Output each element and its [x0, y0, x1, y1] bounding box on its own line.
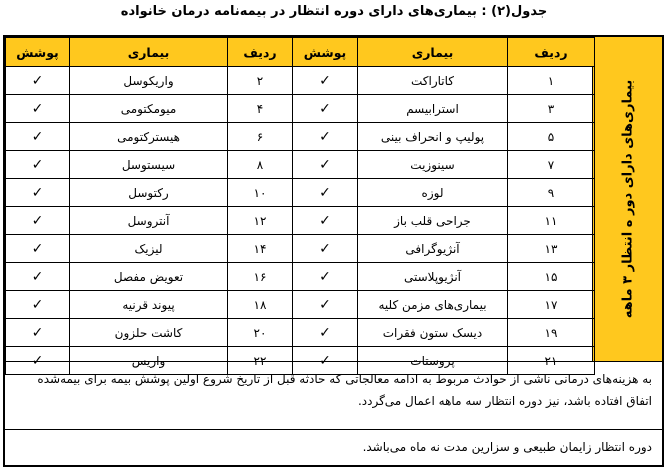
disease-name: سیستوسل: [70, 151, 228, 179]
row-number: ۱: [508, 67, 595, 95]
disease-name: کاتاراکت: [358, 67, 508, 95]
row-number: ۶: [228, 123, 293, 151]
disease-name: لیزیک: [70, 235, 228, 263]
row-number: ۲: [228, 67, 293, 95]
divider: [5, 419, 662, 429]
disease-name: بیماری‌های مزمن کلیه: [358, 291, 508, 319]
check-mark: ✓: [6, 347, 70, 375]
check-mark: ✓: [293, 319, 358, 347]
check-mark: ✓: [6, 123, 70, 151]
table-row: [6, 179, 595, 207]
disease-name: پولیپ و انحراف بینی: [358, 123, 508, 151]
header-disease-left: بیماری: [70, 38, 228, 67]
check-mark: ✓: [6, 67, 70, 95]
check-mark: ✓: [293, 263, 358, 291]
grid-body: [6, 67, 595, 375]
row-number: ۲۲: [228, 347, 293, 375]
disease-grid: [5, 37, 595, 375]
table-row: [6, 319, 595, 347]
check-mark: ✓: [293, 123, 358, 151]
row-number: ۹: [508, 179, 595, 207]
check-mark: ✓: [6, 263, 70, 291]
row-number: ۱۷: [508, 291, 595, 319]
disease-name: جراحی قلب باز: [358, 207, 508, 235]
disease-name: تعویض مفصل: [70, 263, 228, 291]
header-coverage-left: پوشش: [6, 38, 70, 67]
check-mark: ✓: [6, 207, 70, 235]
disease-name: آنژیوگرافی: [358, 235, 508, 263]
row-number: ۱۸: [228, 291, 293, 319]
check-mark: ✓: [6, 235, 70, 263]
side-label: بیماری‌های دارای دور ه انتظار ۳ ماهه: [620, 79, 635, 319]
disease-name: آنژیوپلاستی: [358, 263, 508, 291]
disease-name: سینوزیت: [358, 151, 508, 179]
check-mark: ✓: [293, 179, 358, 207]
table-row: [6, 95, 595, 123]
header-coverage-right: پوشش: [293, 38, 358, 67]
check-mark: ✓: [293, 95, 358, 123]
row-number: ۱۰: [228, 179, 293, 207]
table-row: [6, 123, 595, 151]
waiting-period-table: [3, 35, 664, 467]
disease-name: هیسترکتومی: [70, 123, 228, 151]
check-mark: ✓: [6, 95, 70, 123]
check-mark: ✓: [293, 151, 358, 179]
header-disease-right: بیماری: [358, 38, 508, 67]
check-mark: ✓: [293, 347, 358, 375]
row-number: ۱۵: [508, 263, 595, 291]
disease-name: پیوند قرنیه: [70, 291, 228, 319]
check-mark: ✓: [293, 235, 358, 263]
disease-name: رکتوسل: [70, 179, 228, 207]
row-number: ۱۶: [228, 263, 293, 291]
table-row: [6, 67, 595, 95]
disease-name: آنتروسل: [70, 207, 228, 235]
row-number: ۵: [508, 123, 595, 151]
check-mark: ✓: [6, 291, 70, 319]
row-number: ۱۱: [508, 207, 595, 235]
row-number: ۸: [228, 151, 293, 179]
disease-name: پروستات: [358, 347, 508, 375]
table-row: [6, 151, 595, 179]
disease-name: لوزه: [358, 179, 508, 207]
accident-note: به هزینه‌های درمانی ناشی از حوادث مربوط به ادامه معالجاتی که حادثه قبل از تاریخ شروع اولین پوشش بیمه برای بیمه‌شده اتفاق افتاده باشد، نیز دوره انتظار سه ماهه اعمال می‌گردد.: [5, 361, 662, 419]
row-number: ۱۳: [508, 235, 595, 263]
row-number: ۱۴: [228, 235, 293, 263]
check-mark: ✓: [6, 319, 70, 347]
row-number: ۷: [508, 151, 595, 179]
disease-name: کاشت حلزون: [70, 319, 228, 347]
disease-name: دیسک ستون فقرات: [358, 319, 508, 347]
row-number: ۳: [508, 95, 595, 123]
table-row: [6, 291, 595, 319]
row-number: ۱۲: [228, 207, 293, 235]
table-row: [6, 235, 595, 263]
check-mark: ✓: [293, 207, 358, 235]
table-row: [6, 263, 595, 291]
row-number: ۴: [228, 95, 293, 123]
table-row: [6, 207, 595, 235]
maternity-note: دوره انتظار زایمان طبیعی و سزارین مدت نه ماه می‌باشد.: [5, 429, 662, 465]
disease-name: میومکتومی: [70, 95, 228, 123]
check-mark: ✓: [293, 291, 358, 319]
header-row-right: ردیف: [508, 38, 595, 67]
row-number: ۱۹: [508, 319, 595, 347]
table-title: جدول(۲) : بیماری‌های دارای دوره انتظار در بیمه‌نامه درمان خانواده: [120, 4, 548, 19]
disease-name: واریکوسل: [70, 67, 228, 95]
row-number: ۲۰: [228, 319, 293, 347]
disease-name: استرابیسم: [358, 95, 508, 123]
side-label-column: [592, 37, 662, 361]
check-mark: ✓: [293, 67, 358, 95]
row-number: ۲۱: [508, 347, 595, 375]
check-mark: ✓: [6, 179, 70, 207]
disease-name: واریس: [70, 347, 228, 375]
header-row-left: ردیف: [228, 38, 293, 67]
header-row: [6, 38, 595, 67]
check-mark: ✓: [6, 151, 70, 179]
